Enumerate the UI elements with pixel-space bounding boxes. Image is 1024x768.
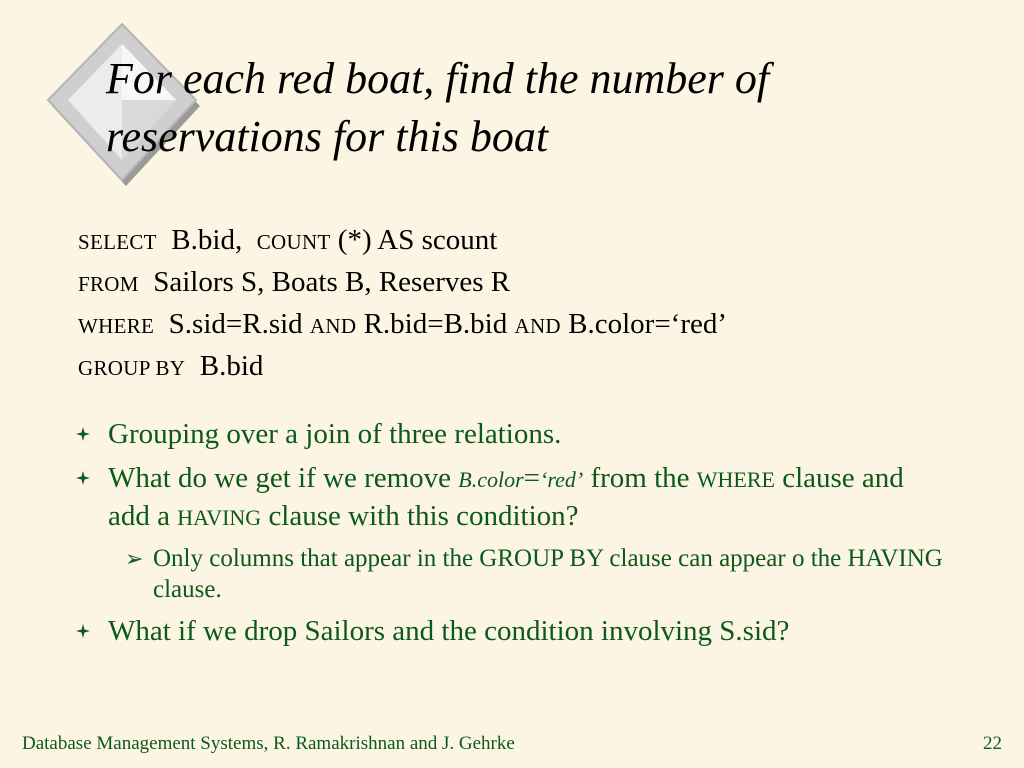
sub-bullet-text-1: Only columns that appear in the GROUP BY clause can appear o the HAVING clause. [153, 545, 943, 603]
arrow-bullet-icon: ➢ [125, 547, 144, 572]
sql-where-condition-2: R.bid=B.bid [363, 308, 508, 340]
footer-citation: Database Management Systems, R. Ramakrishnan and J. Gehrke [22, 733, 515, 754]
bullet-text-3: What if we drop Sailors and the condition involving S.sid? [108, 615, 790, 647]
bullet-where-keyword: WHERE [696, 467, 775, 492]
bullet-item-1 [72, 416, 952, 453]
bullet-text-2c: clause and add a [108, 462, 904, 532]
diamond-bullet-icon [76, 471, 90, 485]
sql-select-columns: B.bid, [171, 224, 243, 256]
sub-bullet-item-1 [72, 543, 952, 605]
diamond-bullet-icon [76, 624, 90, 638]
sql-and-keyword-1: AND [309, 314, 357, 338]
bullet-equals: = [523, 462, 541, 494]
diamond-bullet-icon [76, 427, 90, 441]
sql-groupby-column: B.bid [199, 350, 264, 382]
bullet-italic-red: ‘red’ [540, 467, 584, 492]
bullet-text-2a: What do we get if we remove [108, 462, 459, 494]
bullet-item-3 [72, 613, 952, 650]
sql-select-line [78, 220, 727, 262]
bullet-list [72, 416, 952, 657]
sql-where-keyword: WHERE [78, 314, 155, 338]
sql-where-condition-3: B.color=‘red’ [568, 308, 728, 340]
bullet-item-2 [72, 460, 952, 536]
sql-groupby-keyword: GROUP BY [78, 356, 186, 380]
bullet-text-1: Grouping over a join of three relations. [108, 418, 562, 450]
sql-count-alias: (*) AS scount [337, 224, 498, 256]
sql-select-keyword: SELECT [78, 230, 157, 254]
sql-groupby-line [78, 346, 727, 388]
sql-from-tables: Sailors S, Boats B, Reserves R [153, 266, 511, 298]
title-line-1: For each red boat, find the number of [106, 54, 770, 103]
sql-and-keyword-2: AND [514, 314, 561, 338]
bullet-italic-bcolor: B.color [458, 467, 524, 492]
bullet-text-2b: from the [583, 462, 690, 494]
title-line-2: reservations for this boat [106, 112, 549, 161]
sql-where-line [78, 304, 727, 346]
sql-query [78, 220, 727, 388]
slide-title [106, 50, 986, 166]
sql-count-keyword: COUNT [256, 230, 331, 254]
sql-where-condition-1: S.sid=R.sid [168, 308, 303, 340]
bullet-text-2d: clause with this condition? [261, 500, 579, 532]
page-number: 22 [983, 733, 1002, 754]
sql-from-keyword: FROM [78, 272, 139, 296]
bullet-having-keyword: HAVING [177, 505, 262, 530]
sql-from-line [78, 262, 727, 304]
